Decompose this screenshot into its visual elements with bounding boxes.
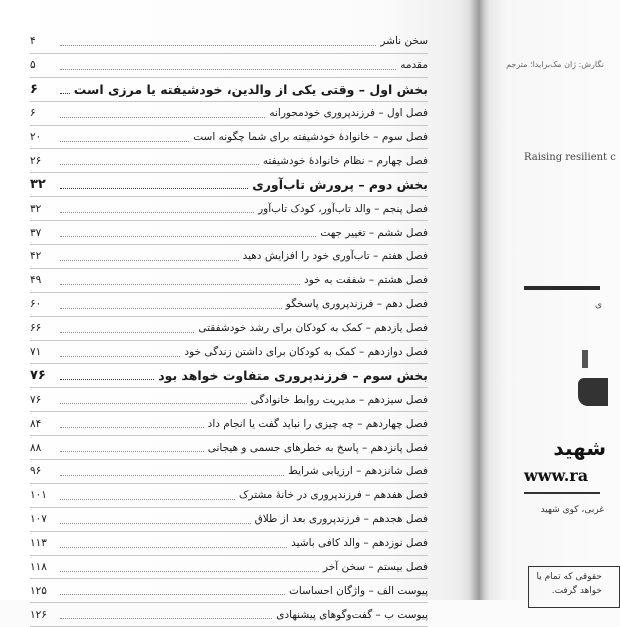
toc-page-number: ۶۰ bbox=[30, 298, 42, 311]
credit-line: نگارش: ژان مک‌برایدا؛ مترجم bbox=[506, 60, 604, 69]
toc-dot-leader bbox=[60, 188, 248, 189]
toc-part-row bbox=[30, 78, 428, 102]
toc-row bbox=[30, 245, 428, 269]
toc-entry-title: فصل پانزدهم – پاسخ به خطرهای جسمی و هیجانی bbox=[207, 441, 428, 454]
toc-row bbox=[30, 532, 428, 556]
publisher-address: غربی، کوی شهید bbox=[540, 505, 604, 515]
toc-row bbox=[30, 317, 428, 341]
toc-dot-leader bbox=[60, 69, 396, 70]
toc-part-row bbox=[30, 173, 428, 197]
toc-entry-title: بخش اول – وقتی یکی از والدین، خودشیفته یا مرزی است bbox=[73, 81, 428, 97]
toc-page-number: ۱۲۶ bbox=[30, 608, 47, 621]
toc-dot-leader bbox=[60, 141, 189, 142]
toc-page-number: ۳۲ bbox=[30, 202, 42, 215]
toc-entry-title: فصل دوازدهم – کمک به کودکان برای داشتن زندگی خود bbox=[184, 346, 428, 359]
toc-page-number: ۱۱۸ bbox=[30, 561, 47, 574]
divider-rule-2 bbox=[524, 492, 600, 494]
toc-row bbox=[30, 388, 428, 412]
toc-dot-leader bbox=[60, 308, 282, 309]
toc-page-number: ۱۰۱ bbox=[30, 489, 47, 502]
toc-page-number: ۸۴ bbox=[30, 417, 42, 430]
toc-dot-leader bbox=[60, 427, 204, 428]
toc-page-number: ۶ bbox=[30, 107, 36, 120]
toc-row bbox=[30, 269, 428, 293]
toc-row bbox=[30, 221, 428, 245]
toc-dot-leader bbox=[60, 403, 247, 404]
toc-row bbox=[30, 556, 428, 580]
toc-dot-leader bbox=[60, 451, 204, 452]
english-title: Raising resilient c bbox=[524, 152, 616, 163]
toc-dot-leader bbox=[60, 499, 235, 500]
toc-dot-leader bbox=[60, 618, 272, 619]
toc-entry-title: فصل ششم – تغییر جهت bbox=[320, 226, 428, 239]
toc-entry-title: فصل چهاردهم – چه چیزی را نباید گفت یا انجام داد bbox=[207, 417, 428, 430]
toc-page-number: ۹۶ bbox=[30, 465, 42, 478]
toc-row bbox=[30, 484, 428, 508]
toc-row bbox=[30, 30, 428, 54]
toc-entry-title: فصل هجدهم – فرزندپروری بعد از طلاق bbox=[254, 513, 428, 526]
toc-page-number: ۳۷ bbox=[30, 226, 42, 239]
toc-row bbox=[30, 341, 428, 365]
toc-dot-leader bbox=[60, 523, 251, 524]
toc-page-number: ۳۲ bbox=[30, 177, 46, 193]
publisher-website: www.ra bbox=[524, 466, 589, 485]
toc-dot-leader bbox=[60, 284, 300, 285]
toc-row bbox=[30, 197, 428, 221]
toc-dot-leader bbox=[60, 547, 287, 548]
publisher-name: شهید bbox=[553, 436, 606, 460]
toc-entry-title: فصل یازدهم – کمک به کودکان برای رشد خودشفقتی bbox=[198, 322, 428, 335]
toc-page-number: ۶۶ bbox=[30, 322, 42, 335]
divider-rule bbox=[524, 286, 600, 290]
toc-entry-title: بخش دوم – پرورش تاب‌آوری bbox=[252, 177, 428, 193]
logo-mark-top bbox=[582, 350, 588, 368]
toc-entry-title: فصل سیزدهم – مدیریت روابط خانوادگی bbox=[250, 393, 428, 406]
toc-page-number: ۴ bbox=[30, 35, 36, 48]
toc-entry-title: فصل اول – فرزندپروری خودمحورانه bbox=[269, 107, 428, 120]
toc-row bbox=[30, 102, 428, 126]
toc-row bbox=[30, 460, 428, 484]
toc-dot-leader bbox=[60, 260, 239, 261]
right-page bbox=[490, 0, 616, 600]
toc-entry-title: فصل هشتم – شفقت به خود bbox=[304, 274, 428, 287]
toc-dot-leader bbox=[60, 117, 265, 118]
toc-row bbox=[30, 54, 428, 78]
publisher-logo-icon bbox=[578, 378, 608, 406]
toc-dot-leader bbox=[60, 45, 376, 46]
toc-row bbox=[30, 126, 428, 150]
toc-entry-title: بخش سوم – فرزندپروری متفاوت خواهد بود bbox=[158, 368, 428, 384]
toc-page-number: ۱۰۷ bbox=[30, 513, 47, 526]
toc-entry-title: پیوست الف – واژگان احساسات bbox=[288, 584, 428, 597]
toc-entry-title: فصل هفدهم – فرزندپروری در خانهٔ مشترک bbox=[239, 489, 428, 502]
toc-page-number: ۷۶ bbox=[30, 368, 46, 384]
toc-entry-title: فصل شانزدهم – ارزیابی شرایط bbox=[288, 465, 428, 478]
toc-entry-title: سخن ناشر bbox=[380, 35, 428, 48]
toc-entry-title: فصل چهارم – نظام خانوادهٔ خودشیفته bbox=[262, 154, 428, 167]
rights-text-2: خواهد گرفت. bbox=[551, 586, 602, 596]
toc-dot-leader bbox=[60, 332, 194, 333]
toc-part-row bbox=[30, 364, 428, 388]
toc-page-number: ۴۲ bbox=[30, 250, 42, 263]
toc-dot-leader bbox=[60, 379, 154, 380]
toc-dot-leader bbox=[60, 236, 316, 237]
toc-row bbox=[30, 508, 428, 532]
toc-entry-title: فصل نوزدهم – والد کافی باشید bbox=[291, 537, 428, 550]
toc-page-number: ۸۸ bbox=[30, 441, 42, 454]
toc-page-number: ۵ bbox=[30, 59, 36, 72]
toc-row bbox=[30, 149, 428, 173]
small-text: ی bbox=[594, 300, 602, 310]
toc-dot-leader bbox=[60, 356, 180, 357]
toc-entry-title: فصل بیستم – سخن آخر bbox=[322, 561, 428, 574]
toc-page-number: ۷۱ bbox=[30, 346, 42, 359]
toc-dot-leader bbox=[60, 93, 70, 94]
toc-dot-leader bbox=[60, 594, 285, 595]
toc-entry-title: فصل سوم – خانوادهٔ خودشیفته برای شما چگونه است bbox=[193, 131, 428, 143]
toc-page-number: ۴۹ bbox=[30, 274, 42, 287]
toc-dot-leader bbox=[60, 571, 319, 572]
toc-page-number: ۲۰ bbox=[30, 131, 42, 143]
toc-page-number: ۱۱۳ bbox=[30, 537, 47, 550]
toc-row bbox=[30, 293, 428, 317]
toc-page-number: ۷۶ bbox=[30, 393, 42, 406]
toc-entry-title: فصل پنجم – والد تاب‌آور، کودک تاب‌آور bbox=[258, 202, 428, 215]
toc-page-number: ۱۲۵ bbox=[30, 584, 47, 597]
toc-page-number: ۲۶ bbox=[30, 154, 42, 167]
toc-row bbox=[30, 579, 428, 603]
toc-dot-leader bbox=[60, 164, 259, 165]
table-of-contents bbox=[30, 30, 428, 627]
toc-entry-title: مقدمه bbox=[400, 59, 428, 72]
toc-dot-leader bbox=[60, 212, 254, 213]
toc-row bbox=[30, 436, 428, 460]
rights-text-1: حقوقی که تمام یا bbox=[536, 572, 602, 582]
toc-row bbox=[30, 603, 428, 627]
toc-entry-title: پیوست ب – گفت‌وگوهای پیشنهادی bbox=[276, 608, 428, 621]
book-gutter bbox=[470, 0, 490, 600]
toc-dot-leader bbox=[60, 475, 284, 476]
toc-entry-title: فصل دهم – فرزندپروری پاسخگو bbox=[285, 298, 428, 311]
toc-row bbox=[30, 412, 428, 436]
toc-page-number: ۶ bbox=[30, 81, 38, 97]
toc-entry-title: فصل هفتم – تاب‌آوری خود را افزایش دهید bbox=[242, 250, 428, 263]
